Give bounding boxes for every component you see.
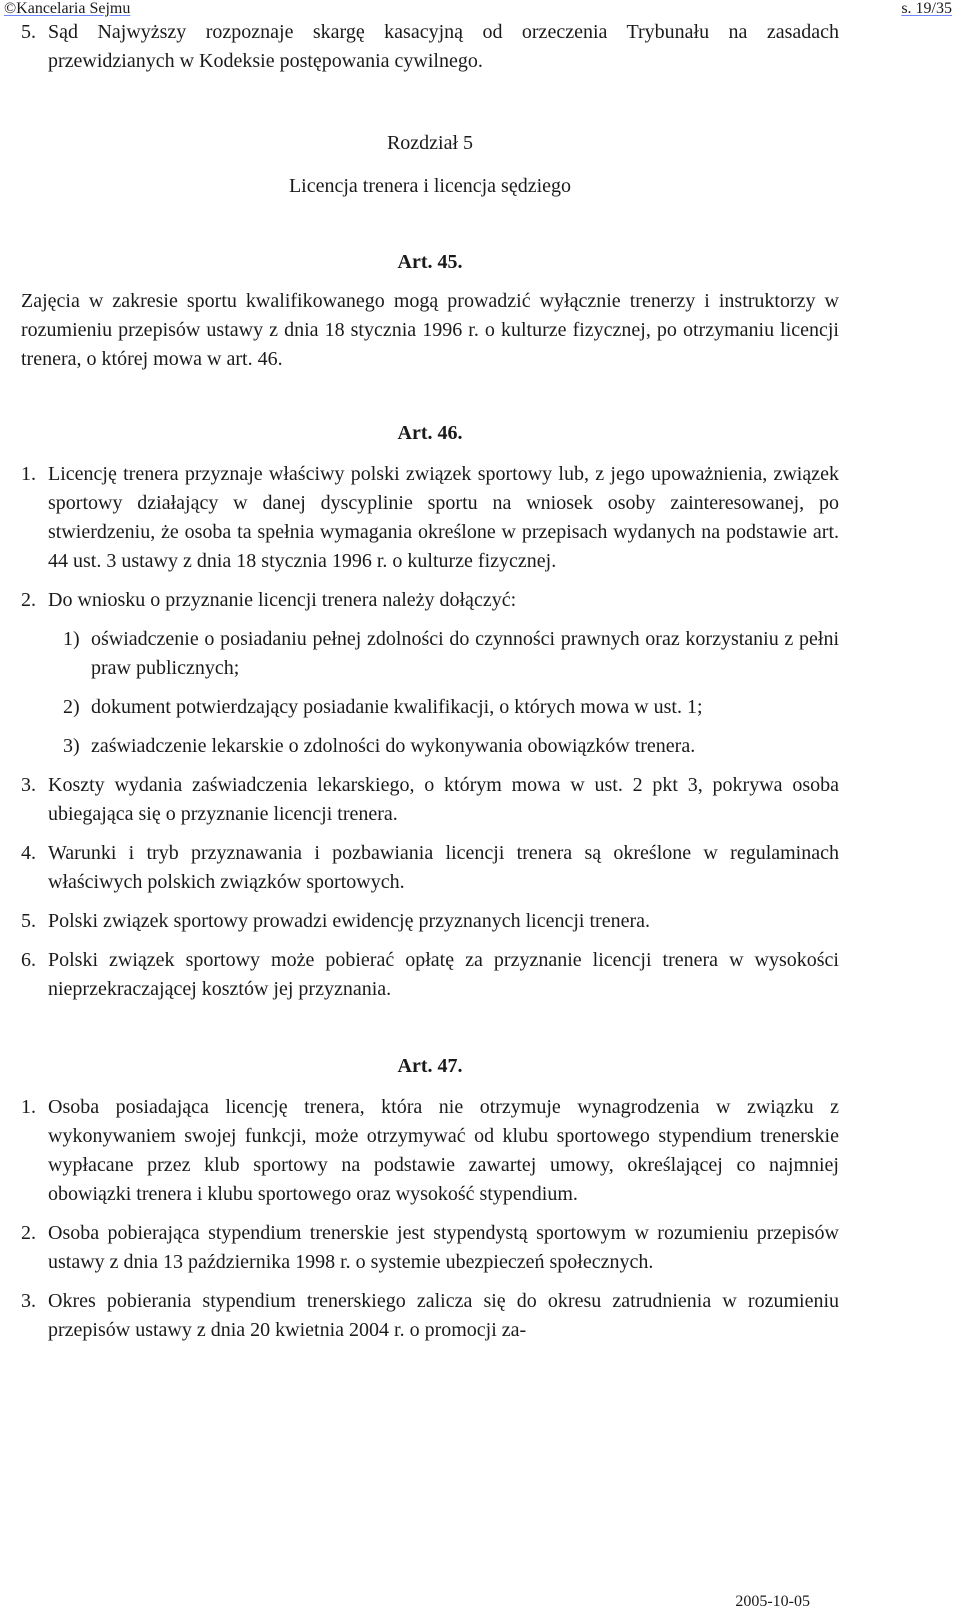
- chapter-title: Licencja trenera i licencja sędziego: [288, 175, 572, 197]
- article-45-heading: Art. 45.: [397, 251, 463, 273]
- item-text: Sąd Najwyższy rozpoznaje skargę kasacyjną od orzeczenia Trybunału na zasadach przewidzianych w Kodeksie postępowania cywilnego.: [48, 21, 839, 72]
- para-text: Warunki i tryb przyznawania i pozbawiania licencji trenera są określone w regulaminach właściwych polskich związków sportowych.: [48, 842, 839, 893]
- para-number: 1.: [21, 1096, 36, 1118]
- item-text: zaświadczenie lekarskie o zdolności do wykonywania obowiązków trenera.: [91, 735, 696, 757]
- para-number: 4.: [21, 842, 36, 864]
- chapter-number: Rozdział 5: [386, 132, 474, 154]
- para-text: Okres pobierania stypendium trenerskiego zalicza się do okresu zatrudnienia w rozumieniu przepisów ustawy z dnia 20 kwietnia 2004 r. o promocji za-: [48, 1290, 839, 1341]
- publisher-link[interactable]: ©Kancelaria Sejmu: [4, 0, 131, 17]
- para-number: 2.: [21, 1222, 36, 1244]
- article-47-para-3: [21, 1287, 839, 1345]
- article-46-para-2: [21, 586, 839, 615]
- article-46-para-1: [21, 460, 839, 576]
- page-number-link[interactable]: s. 19/35: [901, 0, 952, 17]
- article-46-item-3: [21, 732, 839, 761]
- document-body: [21, 18, 839, 1345]
- para-text: Osoba pobierająca stypendium trenerskie jest stypendystą sportowym w rozumieniu przepisów ustawy z dnia 13 października 1998 r. o systemie ubezpieczeń społecznych.: [48, 1222, 839, 1273]
- para-text: Licencję trenera przyznaje właściwy polski związek sportowy lub, z jego upoważnienia, związek sportowy działający w danej dyscyplinie sportu na wniosek osoby zainteresowanej, po stwierdzeniu, że osoba ta spełnia wymagania określone w przepisach wydanych na podstawie art. 44 ust. 3 ustawy z dnia 18 stycznia 1996 r. o kulturze fizycznej.: [48, 463, 839, 572]
- item-text: oświadczenie o posiadaniu pełnej zdolności do czynności prawnych oraz korzystaniu z pełni praw publicznych;: [91, 628, 839, 679]
- article-46-heading: Art. 46.: [397, 422, 463, 444]
- article-46-para-6: [21, 946, 839, 1004]
- item-number: 2): [63, 696, 80, 718]
- item-number: 5.: [21, 21, 36, 43]
- article-46-para-4: [21, 839, 839, 897]
- para-text: Osoba posiadająca licencję trenera, która nie otrzymuje wynagrodzenia w związku z wykonywaniem swojej funkcji, może otrzymywać od klubu sportowego stypendium trenerskie wypłacane przez klub sportowy na podstawie zawartej umowy, określającej co najmniej obowiązki trenera i klubu sportowego oraz wysokość stypendium.: [48, 1096, 839, 1205]
- para-number: 3.: [21, 774, 36, 796]
- para-number: 1.: [21, 463, 36, 485]
- article-46-item-1: [21, 625, 839, 683]
- article-46-para-5: [21, 907, 839, 936]
- page-header: [0, 0, 960, 20]
- item-number: 3): [63, 735, 80, 757]
- para-text: Polski związek sportowy prowadzi ewidencję przyznanych licencji trenera.: [48, 910, 650, 932]
- para-text: Koszty wydania zaświadczenia lekarskiego, o którym mowa w ust. 2 pkt 3, pokrywa osoba ubiegająca się o przyznanie licencji trenera.: [48, 774, 839, 825]
- document-date: 2005-10-05: [735, 1593, 810, 1610]
- para-text: Do wniosku o przyznanie licencji trenera należy dołączyć:: [48, 589, 517, 611]
- para-number: 2.: [21, 589, 36, 611]
- top-item-5: [21, 18, 839, 76]
- para-number: 6.: [21, 949, 36, 971]
- article-47-para-1: [21, 1093, 839, 1209]
- para-number: 3.: [21, 1290, 36, 1312]
- article-47-para-2: [21, 1219, 839, 1277]
- article-45-text: Zajęcia w zakresie sportu kwalifikowanego mogą prowadzić wyłącznie trenerzy i instruktorzy w rozumieniu przepisów ustawy z dnia 18 stycznia 1996 r. o kulturze fizycznej, po otrzymaniu licencji trenera, o której mowa w art. 46.: [21, 290, 839, 370]
- para-text: Polski związek sportowy może pobierać opłatę za przyznanie licencji trenera w wysokości nieprzekraczającej kosztów jej przyznania.: [48, 949, 839, 1000]
- article-47-heading: Art. 47.: [397, 1055, 463, 1077]
- article-46-para-3: [21, 771, 839, 829]
- article-46-item-2: [21, 693, 839, 722]
- item-number: 1): [63, 628, 80, 650]
- item-text: dokument potwierdzający posiadanie kwalifikacji, o których mowa w ust. 1;: [91, 696, 703, 718]
- para-number: 5.: [21, 910, 36, 932]
